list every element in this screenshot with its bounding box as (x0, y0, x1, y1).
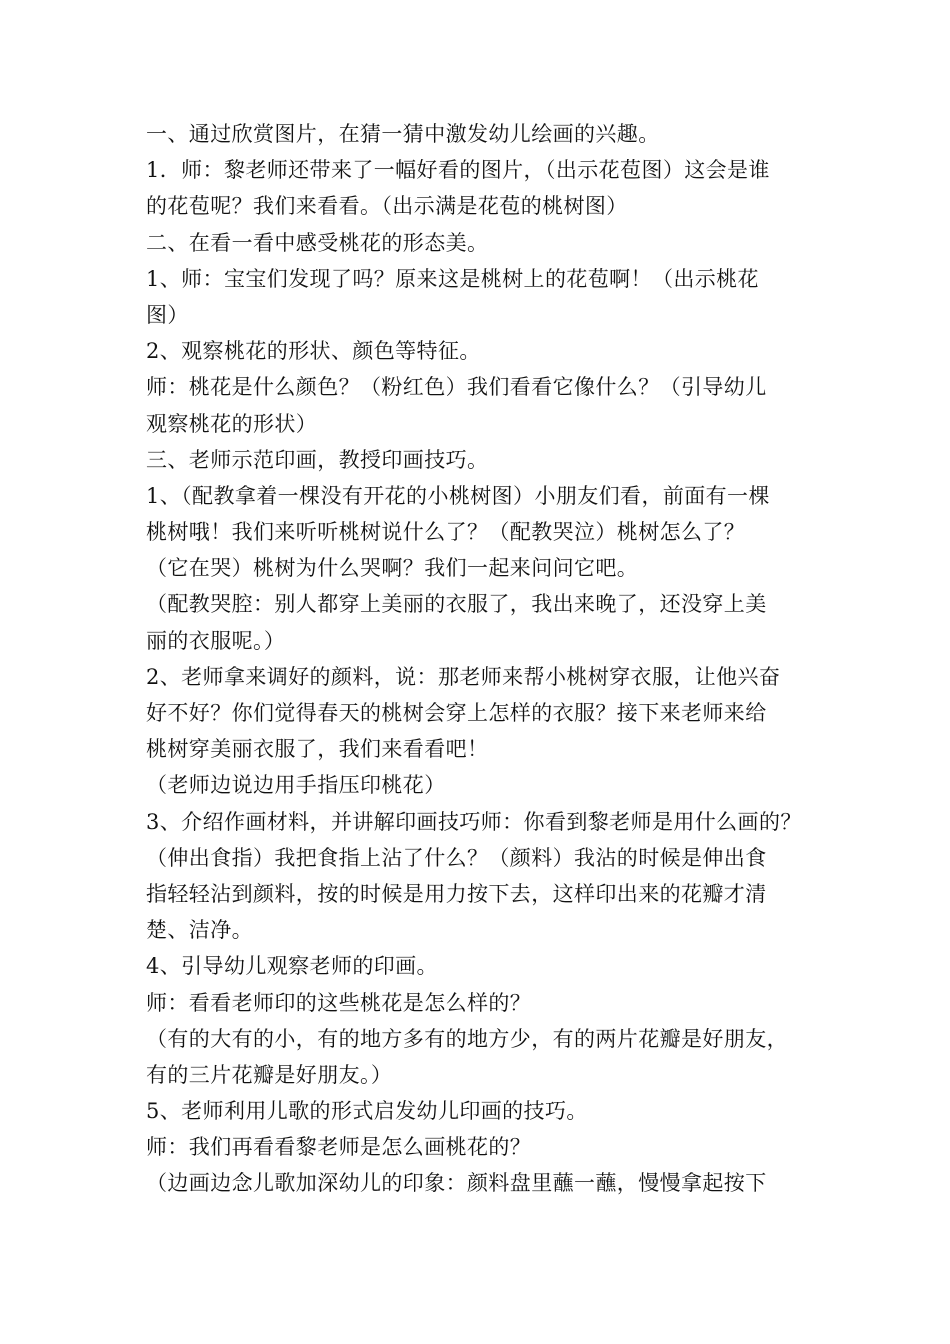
text-line: 1、（配教拿着一棵没有开花的小桃树图）小朋友们看，前面有一棵 (146, 483, 770, 508)
text-line: 1．师：黎老师还带来了一幅好看的图片，（出示花苞图）这会是谁 (146, 158, 770, 183)
text-line: （边画边念儿歌加深幼儿的印象：颜料盘里蘸一蘸，慢慢拿起按下 (146, 1171, 767, 1196)
text-line: 观察桃花的形状） (146, 411, 318, 436)
text-line: 丽的衣服呢。） (146, 628, 286, 653)
text-line: 图） (146, 302, 189, 327)
text-line: 三、老师示范印画，教授印画技巧。 (146, 447, 489, 472)
text-line: （老师边说边用手指压印桃花） (146, 773, 446, 798)
text-line: 2、老师拿来调好的颜料，说：那老师来帮小桃树穿衣服，让他兴奋 (146, 664, 781, 689)
text-line: 3、介绍作画材料，并讲解印画技巧师：你看到黎老师是用什么画的？ (146, 809, 802, 834)
text-line: （它在哭）桃树为什么哭啊？我们一起来问问它吧。 (146, 556, 639, 581)
text-line: 师：桃花是什么颜色？（粉红色）我们看看它像什么？（引导幼儿 (146, 375, 767, 400)
text-line: （配教哭腔：别人都穿上美丽的衣服了，我出来晚了，还没穿上美 (146, 592, 767, 617)
text-line: 2、观察桃花的形状、颜色等特征。 (146, 339, 481, 364)
text-line: 桃树哦！我们来听听桃树说什么了？（配教哭泣）桃树怎么了？ (146, 520, 746, 545)
document-body (146, 116, 816, 1202)
text-line: 一、通过欣赏图片，在猜一猜中激发幼儿绘画的兴趣。 (146, 122, 660, 146)
text-line: 指轻轻沾到颜料，按的时候是用力按下去，这样印出来的花瓣才清 (146, 881, 767, 906)
text-line: （伸出食指）我把食指上沾了什么？（颜料）我沾的时候是伸出食 (146, 845, 767, 870)
text-line: （有的大有的小，有的地方多有的地方少，有的两片花瓣是好朋友， (146, 1026, 788, 1051)
text-line: 5、老师利用儿歌的形式启发幼儿印画的技巧。 (146, 1099, 588, 1124)
text-line: 桃树穿美丽衣服了，我们来看看吧！ (146, 737, 489, 762)
text-line: 楚、洁净。 (146, 918, 253, 943)
text-line: 好不好？你们觉得春天的桃树会穿上怎样的衣服？接下来老师来给 (146, 701, 767, 725)
text-line: 二、在看一看中感受桃花的形态美。 (146, 230, 489, 255)
text-line: 的花苞呢？我们来看看。（出示满是花苞的桃树图） (146, 194, 628, 219)
text-line: 师：看看老师印的这些桃花是怎么样的？ (146, 990, 532, 1015)
text-line: 4、引导幼儿观察老师的印画。 (146, 954, 438, 979)
text-line: 师：我们再看看黎老师是怎么画桃花的？ (146, 1135, 532, 1160)
text-line: 1、师：宝宝们发现了吗？原来这是桃树上的花苞啊！（出示桃花 (146, 266, 759, 291)
text-line: 有的三片花瓣是好朋友。） (146, 1062, 393, 1087)
